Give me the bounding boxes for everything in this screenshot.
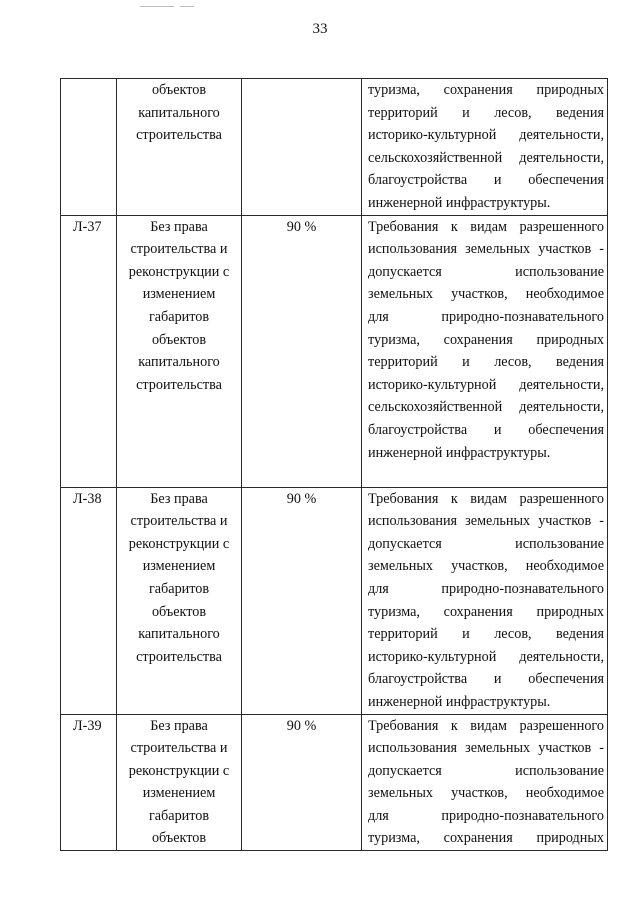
requirements-line: земельных участков, необходимое	[368, 286, 604, 303]
requirements-line: инженерной инфраструктуры.	[368, 194, 551, 211]
restriction-line: габаритов	[148, 807, 210, 824]
restriction-line: объектов	[151, 830, 207, 847]
restriction-line: объектов	[151, 82, 207, 98]
restriction-cell	[117, 215, 242, 487]
scan-mark	[140, 6, 174, 7]
restriction-line: строительства и	[130, 241, 228, 258]
requirements-line: допускается использование	[368, 762, 604, 779]
requirements-line: историко-культурной деятельности,	[368, 648, 604, 665]
restriction-line: габаритов	[148, 580, 210, 597]
requirements-line: туризма, сохранения природных	[368, 830, 604, 847]
zone-code-cell	[61, 79, 117, 216]
requirements-cell	[362, 215, 608, 487]
restriction-line: изменением	[142, 558, 216, 575]
scan-mark	[180, 6, 194, 7]
table-row	[61, 487, 608, 714]
restriction-line: строительства	[136, 648, 222, 665]
restriction-line: Без права	[150, 490, 208, 507]
requirements-line: использования земельных участков -	[368, 513, 604, 530]
requirements-cell	[362, 714, 608, 851]
zone-code-cell	[61, 714, 117, 851]
requirements-line: использования земельных участков -	[368, 740, 604, 757]
requirements-line: для природно-познавательного	[368, 308, 604, 325]
restriction-line: объектов	[151, 603, 207, 620]
requirements-line: историко-культурной деятельности,	[368, 127, 604, 144]
requirements-line: земельных участков, необходимое	[368, 558, 604, 575]
requirements-line: инженерной инфраструктуры.	[368, 444, 551, 461]
restriction-line: изменением	[142, 286, 216, 303]
table-row	[61, 714, 608, 851]
restriction-line: строительства	[136, 127, 222, 144]
requirements-line: инженерной инфраструктуры.	[368, 693, 551, 710]
page-number: 33	[312, 21, 328, 37]
percent-cell	[242, 714, 362, 851]
requirements-cell	[362, 487, 608, 714]
requirements-line: территорий и лесов, ведения	[368, 354, 604, 371]
requirements-line: для природно-познавательного	[368, 580, 604, 597]
restriction-line: изменением	[142, 785, 216, 802]
restriction-line: габаритов	[148, 308, 210, 325]
restriction-line: строительства и	[130, 513, 228, 530]
percent-value: 90 %	[286, 717, 317, 734]
percent-cell	[242, 215, 362, 487]
table-row	[61, 79, 608, 216]
requirements-line: благоустройства и обеспечения	[368, 671, 604, 688]
requirements-line: допускается использование	[368, 263, 604, 280]
percent-cell	[242, 79, 362, 216]
requirements-line: туризма, сохранения природных	[368, 82, 604, 98]
restriction-cell	[117, 714, 242, 851]
restriction-cell	[117, 79, 242, 216]
requirements-line: использования земельных участков -	[368, 241, 604, 258]
restriction-line: капитального	[138, 354, 220, 371]
table-row	[61, 215, 608, 487]
requirements-line: для природно-познавательного	[368, 807, 604, 824]
zone-code: Л-39	[73, 717, 102, 734]
requirements-line: территорий и лесов, ведения	[368, 626, 604, 643]
restriction-line: Без права	[150, 218, 208, 235]
requirements-line: Требования к видам разрешенного	[368, 490, 604, 507]
requirements-line: туризма, сохранения природных	[368, 603, 604, 620]
restriction-line: реконструкции с	[128, 263, 230, 280]
zone-code: Л-37	[73, 218, 102, 235]
requirements-line: допускается использование	[368, 535, 604, 552]
restriction-line: строительства	[136, 376, 222, 393]
requirements-line: историко-культурной деятельности,	[368, 376, 604, 393]
requirements-line: туризма, сохранения природных	[368, 331, 604, 348]
requirements-line: благоустройства и обеспечения	[368, 172, 604, 189]
restriction-line: реконструкции с	[128, 762, 230, 779]
zone-code-cell	[61, 487, 117, 714]
requirements-line: сельскохозяйственной деятельности,	[368, 399, 604, 416]
requirements-line: земельных участков, необходимое	[368, 785, 604, 802]
restriction-line: строительства и	[130, 740, 228, 757]
restriction-line: объектов	[151, 331, 207, 348]
restriction-line: Без права	[150, 717, 208, 734]
restriction-line: капитального	[138, 626, 220, 643]
restriction-cell	[117, 487, 242, 714]
zoning-table	[60, 78, 608, 851]
requirements-line: Требования к видам разрешенного	[368, 717, 604, 734]
restriction-line: реконструкции с	[128, 535, 230, 552]
requirements-cell	[362, 79, 608, 216]
percent-cell	[242, 487, 362, 714]
requirements-line: территорий и лесов, ведения	[368, 104, 604, 121]
requirements-line: благоустройства и обеспечения	[368, 421, 604, 438]
requirements-line: Требования к видам разрешенного	[368, 218, 604, 235]
requirements-line: сельскохозяйственной деятельности,	[368, 149, 604, 166]
percent-value: 90 %	[286, 490, 317, 507]
zone-code-cell	[61, 215, 117, 487]
restriction-line: капитального	[138, 104, 220, 121]
zone-code: Л-38	[73, 490, 102, 507]
percent-value: 90 %	[286, 218, 317, 235]
